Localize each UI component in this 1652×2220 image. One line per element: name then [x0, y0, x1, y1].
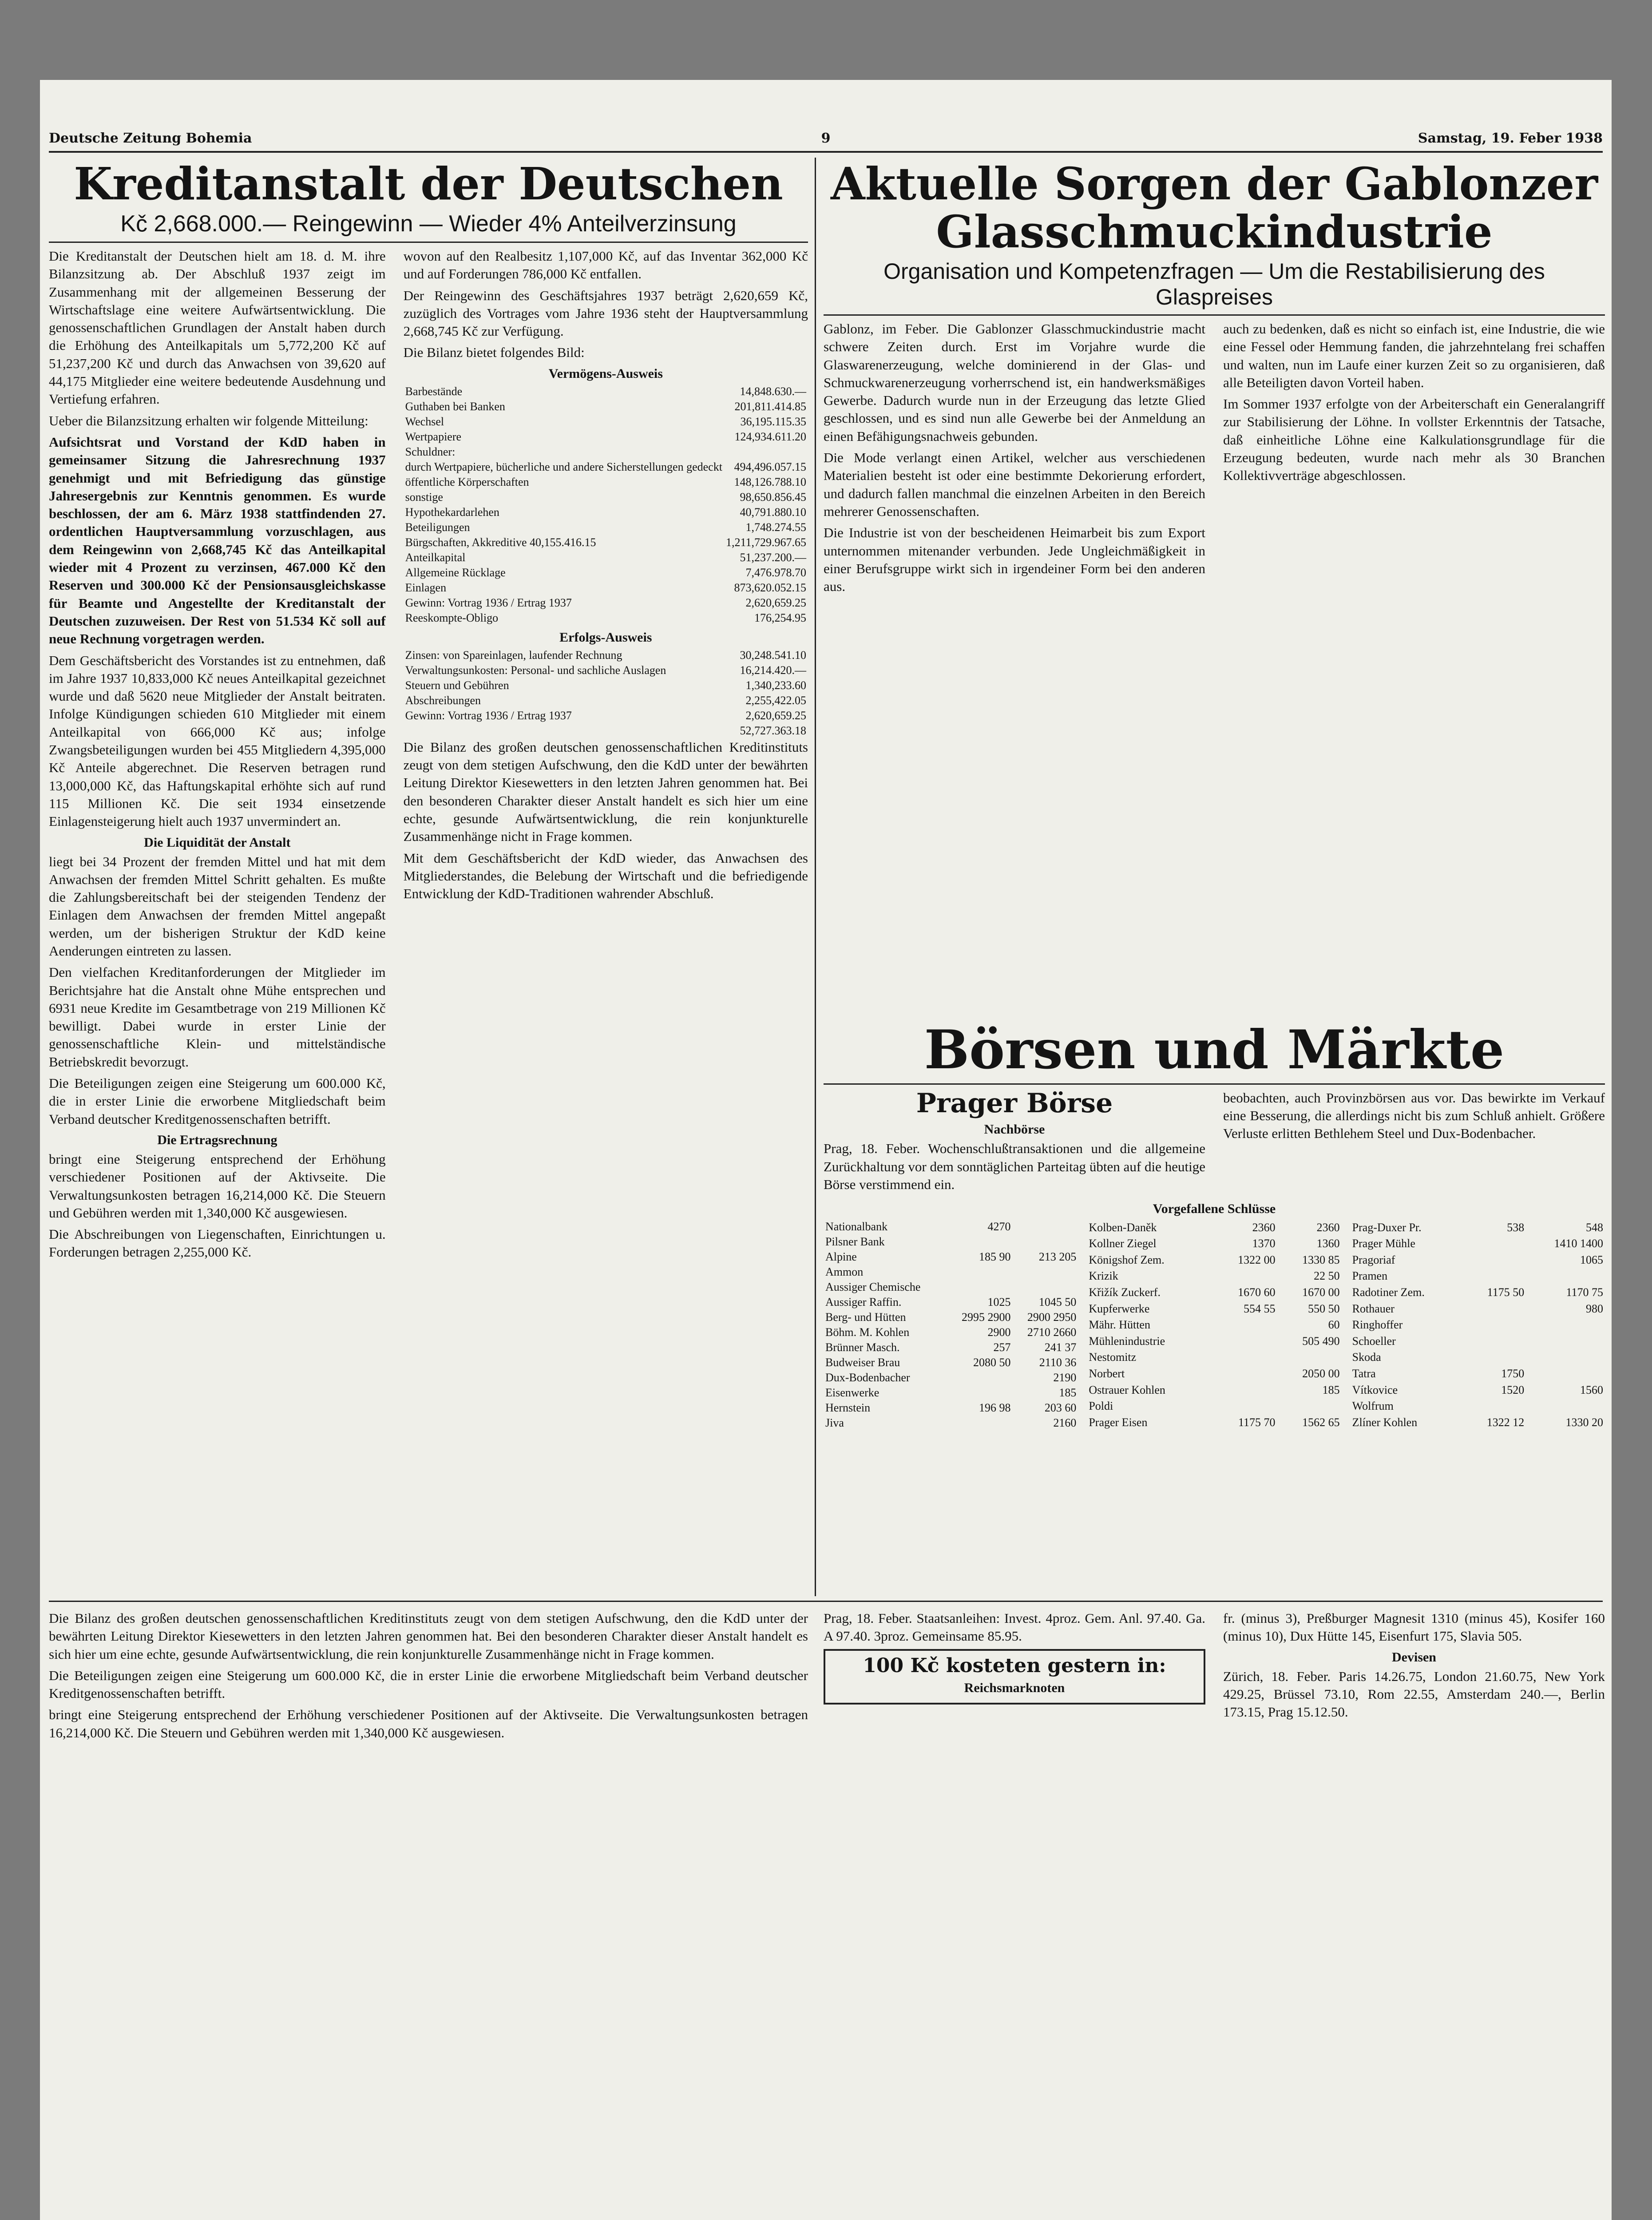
row-value: 1322 00 — [1238, 1253, 1276, 1266]
paragraph: Den vielfachen Kreditanforderungen der Mitglieder im Berichtsjahre hat die Anstalt ohne Mühe entsprechen und 6931 neue Kredite im Gesamtbetrage von 219 Millionen Kč bewilligt. Dabei wurde in erster Linie der genossenschaftliche Klein- und mittelständische Betriebskredit bevorzugt. — [49, 964, 386, 1070]
row-value: 36,195.115.35 — [740, 415, 806, 428]
row-label: Prager Mühle — [1352, 1237, 1415, 1250]
table-row — [1351, 1415, 1605, 1431]
table-row — [824, 1295, 1078, 1310]
article-column-left — [49, 247, 386, 1265]
article-column-right — [404, 247, 808, 1265]
row-value: 2900 2950 — [1027, 1311, 1077, 1324]
row-value: 550 50 — [1308, 1302, 1340, 1315]
row-value: 1065 — [1580, 1253, 1603, 1266]
row-label: Aussiger Raffin. — [825, 1296, 902, 1309]
row-label: Ammon — [825, 1265, 864, 1279]
row-label: Bürgschaften, Akkreditive 40,155.416.15 — [405, 535, 596, 549]
table-row — [404, 414, 808, 429]
table-row — [404, 384, 808, 399]
row-value: 2900 — [987, 1326, 1011, 1339]
row-value — [1213, 1268, 1277, 1284]
row-value: 2190 — [1053, 1371, 1077, 1384]
row-label: Barbestände — [405, 385, 463, 398]
row-label: Abschreibungen — [405, 694, 481, 707]
row-value — [1012, 1265, 1078, 1280]
table-row — [404, 505, 808, 520]
row-value: 873,620.052.15 — [734, 581, 806, 594]
row-value: 1175 50 — [1487, 1286, 1525, 1299]
table-row — [824, 1310, 1078, 1325]
row-value — [1213, 1333, 1277, 1350]
row-label: Hypothekardarlehen — [405, 505, 499, 519]
boerse-section — [824, 1012, 1605, 1590]
row-value — [947, 1280, 1013, 1295]
row-label: Prager Eisen — [1089, 1415, 1148, 1429]
table-row — [404, 475, 808, 490]
table-row — [404, 693, 808, 708]
row-value — [1464, 1317, 1526, 1333]
table-row — [1087, 1317, 1341, 1333]
boerse-intro-right — [1223, 1089, 1605, 1197]
row-value: 60 — [1328, 1318, 1340, 1332]
boerse-intro-left — [824, 1089, 1205, 1197]
row-label: Guthaben bei Banken — [405, 400, 505, 413]
row-label: Nestomitz — [1089, 1351, 1137, 1364]
row-label: Aussiger Chemische — [825, 1280, 921, 1294]
row-label: Radotiner Zem. — [1352, 1286, 1425, 1299]
row-value: 185 — [1322, 1383, 1340, 1396]
gablonz-article — [824, 160, 1605, 1003]
row-label: Nationalbank — [825, 1220, 888, 1233]
row-value: 257 — [993, 1341, 1011, 1354]
table-row — [1087, 1366, 1341, 1382]
table-title: Vorgefallene Schlüsse — [1153, 1201, 1276, 1217]
row-label: Pramen — [1352, 1269, 1388, 1283]
row-label: Hernstein — [825, 1401, 871, 1415]
article-column-right — [1223, 320, 1605, 599]
row-label: durch Wertpapiere, bücherliche und andere Sicherstellungen gedeckt — [405, 460, 722, 473]
row-value: 30,248.541.10 — [740, 648, 806, 662]
table-row — [824, 1385, 1078, 1400]
table-row — [1351, 1333, 1605, 1350]
prague-subhead: Nachbörse — [984, 1122, 1045, 1137]
row-value: 2360 — [1252, 1221, 1276, 1234]
stock-table — [1087, 1219, 1341, 1431]
issue-date: Samstag, 19. Feber 1938 — [1418, 131, 1603, 146]
table-row — [824, 1280, 1078, 1295]
table-row — [1351, 1268, 1605, 1284]
row-label: Krizik — [1089, 1269, 1118, 1283]
row-value: 7,476.978.70 — [745, 566, 806, 579]
row-value — [947, 1415, 1013, 1431]
paragraph: beobachten, auch Provinzbörsen aus vor. Das bewirkte im Verkauf eine Besserung, die allerdings nicht bis zum Schluß anhielt. Größere Verluste erlitten Bethlehem Steel und Dux-Bodenbacher. — [1223, 1090, 1605, 1142]
row-label: Wertpapiere — [405, 430, 462, 443]
row-value — [724, 444, 808, 460]
row-value — [1464, 1333, 1526, 1350]
table-row — [824, 1219, 1078, 1234]
table-row — [404, 444, 808, 460]
paragraph: Die Bilanz des großen deutschen genossenschaftlichen Kreditinstituts zeugt von dem stetigen Aufschwung, den die KdD unter der bewährten Leitung Direktor Kiesewetters in den letzten Jahren genommen hat. Bei den besonderen Charakter dieser Anstalt handelt es sich hier um eine echte, gesunde Aufwärtsentwicklung, die rein konjunkturelle Zusammenhänge nicht in Frage kommen. — [403, 739, 808, 844]
row-value — [947, 1265, 1013, 1280]
table-row — [824, 1370, 1078, 1385]
devisen-column — [1223, 1610, 1605, 1724]
article-column-left — [824, 320, 1205, 599]
row-value — [1464, 1268, 1526, 1284]
table-row — [1087, 1219, 1341, 1236]
article-headline: Kreditanstalt der Deutschen — [74, 160, 783, 210]
table-row — [1087, 1382, 1341, 1398]
row-label: Zinsen: von Spareinlagen, laufender Rechnung — [405, 648, 622, 662]
row-value: 2050 00 — [1302, 1367, 1340, 1380]
table-row — [404, 550, 808, 565]
row-label: Eisenwerke — [825, 1386, 879, 1399]
exchange-rate-box — [824, 1649, 1205, 1705]
table-row — [824, 1265, 1078, 1280]
row-value: 51,237.200.— — [740, 551, 806, 564]
row-label: Mähr. Hütten — [1089, 1318, 1150, 1332]
bottom-right-market — [824, 1610, 1605, 2220]
row-label: Gewinn: Vortrag 1936 / Ertrag 1937 — [405, 709, 572, 722]
table-row — [1087, 1398, 1341, 1415]
paragraph: fr. (minus 3), Preßburger Magnesit 1310 (minus 45), Kosifer 160 (minus 10), Dux Hütte 145, Eisenfurt 175, Slavia 505. — [1223, 1610, 1605, 1644]
row-label: Wechsel — [405, 415, 444, 428]
row-label: Křižík Zuckerf. — [1089, 1286, 1161, 1299]
row-value: 1670 60 — [1238, 1286, 1276, 1299]
bottom-left-news — [49, 1610, 808, 2220]
row-value: 22 50 — [1314, 1269, 1340, 1283]
row-value — [1277, 1398, 1342, 1415]
paragraph: Der Reingewinn des Geschäftsjahres 1937 beträgt 2,620,659 Kč, zuzüglich des Vortrages vom Jahre 1936 steht der Hauptversammlung 2,668,745 Kč zur Verfügung. — [403, 287, 808, 339]
row-value — [1012, 1280, 1078, 1295]
table-row — [1351, 1382, 1605, 1398]
newspaper-name: Deutsche Zeitung Bohemia — [49, 131, 252, 146]
table-row — [824, 1355, 1078, 1370]
section-heading: Die Liquidität der Anstalt — [144, 835, 291, 850]
table-row — [404, 565, 808, 580]
paragraph: Mit dem Geschäftsbericht der KdD wieder, das Anwachsen des Mitgliederstandes, die Belebung der Wirtschaft und die befriedigende Entwicklung der KdD-Traditionen wahrender Abschluß. — [403, 850, 808, 902]
row-value: 2160 — [1053, 1416, 1077, 1430]
row-value: 2,620,659.25 — [745, 709, 806, 722]
row-label: Kolben-Daněk — [1089, 1221, 1157, 1234]
table-row — [1351, 1219, 1605, 1236]
page-number: 9 — [821, 131, 831, 146]
table-row — [404, 429, 808, 444]
row-value: 241 37 — [1044, 1341, 1077, 1354]
row-value: 98,650.856.45 — [740, 490, 806, 503]
table-row — [824, 1325, 1078, 1340]
row-label: Böhm. M. Kohlen — [825, 1326, 910, 1339]
paragraph: Ueber die Bilanzsitzung erhalten wir folgende Mitteilung: — [49, 412, 368, 428]
row-value: 980 — [1585, 1302, 1603, 1315]
table-row — [824, 1400, 1078, 1415]
row-value — [1526, 1349, 1605, 1366]
row-label: Gewinn: Vortrag 1936 / Ertrag 1937 — [405, 596, 572, 609]
row-label: Zlíner Kohlen — [1352, 1415, 1418, 1429]
row-value: 2995 2900 — [961, 1311, 1011, 1324]
table-row — [1087, 1268, 1341, 1284]
row-value: 505 490 — [1302, 1334, 1340, 1348]
row-label: Dux-Bodenbacher — [825, 1371, 910, 1384]
row-label: Tatra — [1352, 1367, 1376, 1380]
stock-table — [824, 1219, 1078, 1431]
row-value: 4270 — [987, 1220, 1011, 1233]
paragraph: Gablonz, im Feber. Die Gablonzer Glasschmuckindustrie macht schwere Zeiten durch. Erst im Vorjahre wurde die Glaswarenerzeugung, welche dominierend in der Glas- und Schmuckwarenerzeugung vorherrschend ist, ein handwerksmäßiges Gewerbe. Dadurch wurde nun in der Erzeugung das letzte Glied geschlossen, und es sind nun alle Gewerbe bei der Anmeldung an einen Befähigungsnachweis gebunden. — [824, 321, 1205, 444]
row-value: 1025 — [987, 1296, 1011, 1309]
row-value: 2360 — [1316, 1221, 1340, 1234]
row-value: 16,214.420.— — [740, 663, 806, 677]
paragraph: bringt eine Steigerung entsprechend der Erhöhung verschiedener Positionen auf der Aktivseite. Die Verwaltungsunkosten betragen 16,214,000 Kč. Die Steuern und Gebühren werden mit 1,340,000 Kč ausgewiesen. — [49, 1151, 386, 1221]
paragraph: Die Beteiligungen zeigen eine Steigerung um 600.000 Kč, die in erster Linie die erworbene Mitgliedschaft beim Verband deutscher Kreditgenossenschaften betrifft. — [49, 1075, 386, 1127]
table-row — [1351, 1317, 1605, 1333]
table-row — [404, 490, 808, 505]
row-value: 185 90 — [979, 1250, 1011, 1264]
box-title: 100 Kč kosteten gestern in: — [863, 1654, 1166, 1677]
table-row — [1087, 1236, 1341, 1252]
paragraph: Prag, 18. Feber. Staatsanleihen: Invest. 4proz. Gem. Anl. 97.40. Ga. A 97.40. 3proz. Gemeinsame 85.95. — [824, 1610, 1205, 1644]
row-label: Skoda — [1352, 1351, 1381, 1364]
row-value — [1526, 1268, 1605, 1284]
row-value — [1526, 1333, 1605, 1350]
table-row — [404, 399, 808, 414]
row-value: 201,811.414.85 — [734, 400, 806, 413]
table-row — [404, 535, 808, 550]
row-label: Verwaltungsunkosten: Personal- und sachliche Auslagen — [405, 663, 666, 677]
row-label: Rothauer — [1352, 1302, 1394, 1315]
table-row — [404, 460, 808, 475]
row-value: 1175 70 — [1238, 1415, 1276, 1429]
row-label: Prag-Duxer Pr. — [1352, 1221, 1422, 1234]
section-divider — [49, 1601, 1603, 1602]
paragraph: Im Sommer 1937 erfolgte von der Arbeiterschaft ein Generalangriff zur Stabilisierung der Löhne. In vollster Erkenntnis der Tatsache, daß einheitliche Löhne eine Kalkulationsgrundlage für die Erzeugung bedeuten, wurde nach mehr als 30 Branchen Kollektivverträge abgeschlossen. — [1223, 396, 1605, 484]
table-row — [1087, 1284, 1341, 1301]
row-value — [947, 1385, 1013, 1400]
table-row — [1351, 1284, 1605, 1301]
row-value — [1464, 1349, 1526, 1366]
row-label: Beteiligungen — [405, 520, 470, 534]
box-subtitle: Reichsmarknoten — [964, 1681, 1065, 1696]
article-subheadline: Kč 2,668.000.— Reingewinn — Wieder 4% Anteilverzinsung — [120, 211, 737, 237]
row-value — [1012, 1234, 1078, 1249]
paragraph: Die Beteiligungen zeigen eine Steigerung um 600.000 Kč, die in erster Linie die erworbene Mitgliedschaft beim Verband deutscher Kreditgenossenschaften betrifft. — [49, 1667, 808, 1701]
row-value: 1322 12 — [1486, 1415, 1525, 1429]
row-value — [1213, 1398, 1277, 1415]
row-value: 1,340,233.60 — [745, 678, 806, 692]
row-label: Pilsner Bank — [825, 1235, 885, 1249]
row-value — [1526, 1366, 1605, 1382]
paragraph: wovon auf den Realbesitz 1,107,000 Kč, auf das Inventar 362,000 Kč und auf Forderungen 786,000 Kč entfallen. — [403, 248, 808, 282]
paragraph: liegt bei 34 Prozent der fremden Mittel und hat mit dem Anwachsen der fremden Mittel Schritt gehalten. Es mußte die Zahlungsbereitschaft bei der steigenden Tendenz der Einlagen dem Anwachsen der fremden Mittel angepaßt werden, um der bisherigen Struktur der KdD keine Aenderungen eintreten zu lassen. — [49, 853, 386, 959]
row-value: 1560 — [1580, 1383, 1603, 1396]
row-label: Ringhoffer — [1352, 1318, 1403, 1332]
row-value: 14,848.630.— — [740, 385, 806, 398]
row-value — [1213, 1349, 1277, 1366]
column-divider — [815, 158, 816, 1596]
paragraph: Die Industrie ist von der bescheidenen Heimarbeit bis zum Export unternommen mitenander verbunden. Jede Ungleichmäßigkeit in einer Berufsgruppe wirkt sich in irgendeiner Form bei den anderen aus. — [824, 525, 1205, 595]
section-heading: Die Ertragsrechnung — [157, 1132, 277, 1147]
row-label: öffentliche Körperschaften — [405, 475, 529, 488]
balance-table — [404, 384, 808, 626]
row-value: 1520 — [1501, 1383, 1525, 1396]
row-label: Einlagen — [405, 581, 447, 594]
article-headline-2: Glasschmuckindustrie — [936, 206, 1493, 258]
row-value: 494,496.057.15 — [734, 460, 806, 473]
row-label: Jiva — [825, 1416, 844, 1430]
balance-title: Vermögens-Ausweis — [548, 366, 663, 381]
table-row — [824, 1249, 1078, 1265]
row-value: 1045 50 — [1038, 1296, 1077, 1309]
row-label: Anteilkapital — [405, 551, 466, 564]
row-label — [404, 723, 724, 738]
devisen-heading: Devisen — [1392, 1649, 1436, 1665]
article-headline: Aktuelle Sorgen der Gablonzer — [830, 160, 1598, 210]
newspaper-page — [40, 80, 1612, 2220]
table-row — [404, 648, 808, 663]
paragraph: Zürich, 18. Feber. Paris 14.26.75, London 21.60.75, New York 429.25, Brüssel 73.10, Rom 22.55, Amsterdam 240.—, Berlin 173.15, Prag 15.12.50. — [1223, 1668, 1605, 1720]
row-value: 185 — [1059, 1386, 1077, 1399]
row-value: 176,254.95 — [754, 611, 806, 624]
pl-title: Erfolgs-Ausweis — [559, 630, 652, 645]
row-value — [1526, 1317, 1605, 1333]
row-label: Mühlenindustrie — [1089, 1334, 1165, 1348]
row-value: 554 55 — [1244, 1302, 1276, 1315]
row-label: Poldi — [1089, 1399, 1113, 1413]
bonds-column — [824, 1610, 1205, 1724]
row-value — [947, 1370, 1013, 1385]
row-value: 196 98 — [979, 1401, 1011, 1415]
row-value: 1330 20 — [1565, 1415, 1603, 1429]
row-value: 1170 75 — [1566, 1286, 1603, 1299]
paragraph: Die Mode verlangt einen Artikel, welcher aus verschiedenen Materialien besteht ist oder eine bestimmte Dekorierung erfordert, und dadurch fallen manchmal die einzelnen Arbeiten in den Bereich mehrerer Genossenschaften. — [824, 450, 1205, 519]
row-value: 1,748.274.55 — [745, 520, 806, 534]
table-row — [404, 610, 808, 626]
row-value: 213 205 — [1038, 1250, 1077, 1264]
table-row — [824, 1415, 1078, 1431]
row-value — [947, 1234, 1013, 1249]
row-value: 2,620,659.25 — [745, 596, 806, 609]
row-value — [1012, 1219, 1078, 1234]
row-label: Wolfrum — [1352, 1399, 1394, 1413]
table-row — [1087, 1349, 1341, 1366]
table-row — [404, 580, 808, 595]
row-value: 1370 — [1252, 1237, 1276, 1250]
row-value: 1,211,729.967.65 — [725, 535, 806, 549]
row-label: Budweiser Brau — [825, 1356, 900, 1369]
table-row — [404, 708, 808, 723]
row-label: Alpine — [825, 1250, 857, 1264]
article-subheadline: Organisation und Kompetenzfragen — Um die Restabilisierung des Glaspreises — [883, 259, 1545, 309]
row-label: Norbert — [1089, 1367, 1125, 1380]
paragraph: Die Bilanz des großen deutschen genossenschaftlichen Kreditinstituts zeugt von dem stetigen Aufschwung, den die KdD unter der bewährten Leitung Direktor Kiesewetters in den letzten Jahren genommen hat. Bei den besonderen Charakter dieser Anstalt handelt es sich hier um eine echte, gesunde Aufwärtsentwicklung, die rein konjunkturelle Zusammenhänge nicht in Frage kommen. — [49, 1610, 808, 1662]
table-row — [1351, 1366, 1605, 1382]
row-value: 2710 2660 — [1027, 1326, 1077, 1339]
row-value — [1464, 1398, 1526, 1415]
paragraph: Dem Geschäftsbericht des Vorstandes ist zu entnehmen, daß im Jahre 1937 10,833,000 Kč neues Anteilkapital gezeichnet wurde und daß 5620 neue Mitglieder der Anstalt beitraten. Infolge Kündigungen schieden 610 Mitglieder mit einem Anteilkapital von 666,000 Kč aus; infolge Zwangsbeteiligungen wurden bei 455 Mitgliedern 4,395,000 Kč Anteile abgerechnet. Die Reserven betragen rund 13,000,000 Kč, das Haftungskapital erhöhte sich auf rund 115 Millionen Kč. Die seit 1934 einsetzende Einlagensteigerung hielt auch 1937 unvermindert an. — [49, 652, 386, 829]
paragraph: Die Kreditanstalt der Deutschen hielt am 18. d. M. ihre Bilanzsitzung ab. Der Abschluß 1937 zeigt im Zusammenhang mit der allgemeinen Besserung der Wirtschaftslage eine weitere Aufwärtsentwicklung. Die genossenschaftlichen Grundlagen der Anstalt haben durch die Erhöhung des Anteilkapitals um 5,772,200 Kč auf 51,237,200 Kč und durch das Anwachsen von 39,620 auf 44,175 Mitglieder eine weitere bedeutende Ausdehnung und Vertiefung erfahren. — [49, 248, 386, 407]
row-value: 2080 50 — [973, 1356, 1011, 1369]
table-row — [1351, 1349, 1605, 1366]
table-row — [404, 520, 808, 535]
row-label: Schoeller — [1352, 1334, 1396, 1348]
paragraph: auch zu bedenken, daß es nicht so einfach ist, eine Industrie, die wie eine Fessel oder Hemmung fanden, die jahrzehntelang frei schaffen und walten, nun im Laufe einer kurzen Zeit so zu organisieren, daß alle Beteiligten davon Vorteil haben. — [1223, 321, 1605, 390]
masthead — [49, 124, 1603, 153]
row-value — [1277, 1349, 1342, 1366]
table-row — [404, 663, 808, 678]
table-row — [1087, 1415, 1341, 1431]
row-value — [1464, 1300, 1526, 1317]
row-value — [1213, 1382, 1277, 1398]
prague-headline: Prager Börse — [916, 1087, 1113, 1119]
row-label: Kollner Ziegel — [1089, 1237, 1157, 1250]
row-value: 1670 00 — [1302, 1286, 1340, 1299]
row-label: Brünner Masch. — [825, 1341, 900, 1354]
paragraph: Die Bilanz bietet folgendes Bild: — [403, 345, 585, 361]
row-label: Steuern und Gebühren — [405, 678, 509, 692]
row-value: 2110 36 — [1039, 1356, 1077, 1369]
row-value — [1526, 1398, 1605, 1415]
paragraph: Die Abschreibungen von Liegenschaften, Einrichtungen u. Forderungen betragen 2,255,000 Kč. — [49, 1226, 386, 1260]
table-row — [1351, 1252, 1605, 1269]
row-value: 1562 65 — [1302, 1415, 1340, 1429]
row-value: 124,934.611.20 — [734, 430, 806, 443]
paragraph: bringt eine Steigerung entsprechend der Erhöhung verschiedener Positionen auf der Aktivseite. Die Verwaltungsunkosten betragen 16,214,000 Kč. Die Steuern und Gebühren werden mit 1,340,000 Kč ausgewiesen. — [49, 1707, 808, 1740]
row-value — [1464, 1236, 1526, 1252]
table-row — [1351, 1398, 1605, 1415]
paragraph: Aufsichtsrat und Vorstand der KdD haben in gemeinsamer Sitzung die Jahresrechnung 1937 genehmigt und mit Befriedigung das günstige Jahresergebnis zur Kenntnis genommen. Es wurde beschlossen, der am 6. März 1938 stattfindenden 27. ordentlichen Hauptversammlung vorzuschlagen, aus dem Reingewinn von 2,668,745 Kč das Anteilkapital wieder mit 4 Prozent zu verzinsen, 467.000 Kč den Reserven und 300.000 Kč der Pensionsausgleichskasse für Beamte und Angestellte der Kreditanstalt der Deutschen zuzuweisen. Der Rest von 51.534 Kč soll auf neue Rechnung vorgetragen werden. — [49, 434, 386, 647]
row-value: 1750 — [1501, 1367, 1525, 1380]
kreditanstalt-article — [49, 160, 808, 1594]
section-headline: Börsen und Märkte — [924, 1019, 1505, 1081]
row-label: Königshof Zem. — [1089, 1253, 1165, 1266]
table-row — [824, 1340, 1078, 1355]
table-row — [404, 678, 808, 693]
table-row — [1351, 1236, 1605, 1252]
row-label: Pragoriaf — [1352, 1253, 1395, 1266]
stock-table — [1351, 1219, 1605, 1431]
row-value: 538 — [1507, 1221, 1525, 1234]
table-row — [1087, 1333, 1341, 1350]
table-row — [1087, 1252, 1341, 1269]
row-value: 148,126.788.10 — [734, 475, 806, 488]
row-value — [1464, 1252, 1526, 1269]
row-value: 1330 85 — [1302, 1253, 1340, 1266]
row-value: 52,727.363.18 — [740, 724, 806, 737]
table-row — [1087, 1300, 1341, 1317]
table-row — [404, 595, 808, 610]
row-value: 40,791.880.10 — [740, 505, 806, 519]
row-value: 1360 — [1316, 1237, 1340, 1250]
row-label: Berg- und Hütten — [825, 1311, 906, 1324]
paragraph: Prag, 18. Feber. Wochenschlußtransaktionen und die allgemeine Zurückhaltung vor dem sonntäglichen Parteitag übten auf die heutige Börse verstimmend ein. — [824, 1141, 1205, 1192]
row-value: 1410 1400 — [1554, 1237, 1603, 1250]
row-value: 203 60 — [1044, 1401, 1077, 1415]
row-label: Allgemeine Rücklage — [405, 566, 506, 579]
row-value — [1213, 1366, 1277, 1382]
row-label: Vítkovice — [1352, 1383, 1398, 1396]
row-label: Reeskompte-Obligo — [405, 611, 499, 624]
table-row — [1351, 1300, 1605, 1317]
row-value — [1213, 1317, 1277, 1333]
row-value: 2,255,422.05 — [745, 694, 806, 707]
pl-table — [404, 648, 808, 738]
table-row — [824, 1234, 1078, 1249]
row-label: Kupferwerke — [1089, 1302, 1150, 1315]
row-label: sonstige — [405, 490, 443, 503]
row-value: 548 — [1585, 1221, 1603, 1234]
row-label: Schuldner: — [405, 445, 456, 458]
row-label: Ostrauer Kohlen — [1089, 1383, 1165, 1396]
table-row — [404, 723, 808, 738]
